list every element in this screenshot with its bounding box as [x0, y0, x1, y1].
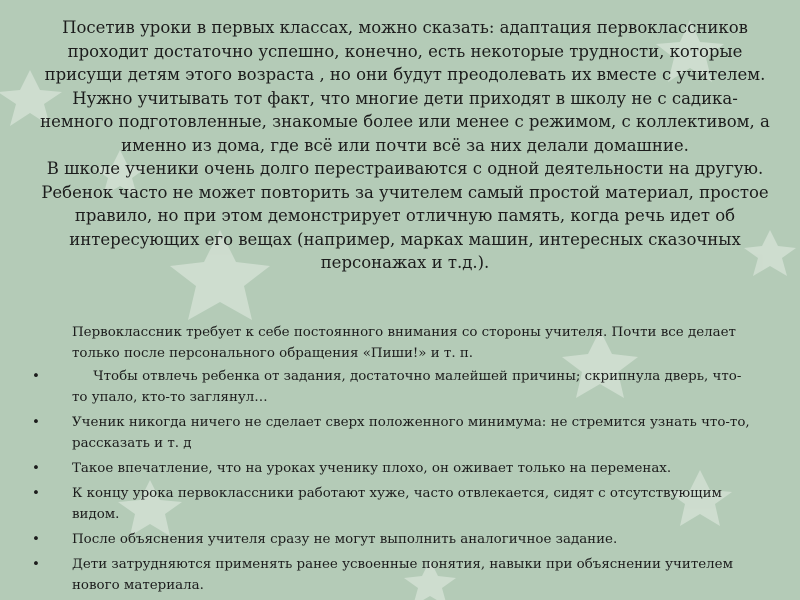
- list-item-text: После объяснения учителя сразу не могут выполнить аналогичное задание.: [72, 532, 618, 547]
- intro-paragraph: Первоклассник требует к себе постоянного внимания со стороны учителя. Почти все делает только после персонального обращения «Пиши!» и т. п.: [72, 325, 736, 361]
- list-item-text: Такое впечатление, что на уроках ученику плохо, он оживает только на переменах.: [72, 461, 672, 476]
- list-item: [32, 483, 756, 525]
- paragraph-switching: В школе ученики очень долго перестраиваются с одной деятельности на другую.: [46, 159, 764, 178]
- list-item-text: Дети затрудняются применять ранее усвоенные понятия, навыки при объяснении учителем нового материала.: [72, 557, 733, 593]
- list-item: [32, 554, 756, 596]
- list-item-text: Ученик никогда ничего не сделает сверх положенного минимума: не стремится узнать что-то, рассказать и т. д: [72, 415, 750, 451]
- paragraph-adaptation: Посетив уроки в первых классах, можно сказать: адаптация первоклассников проходит достаточно успешно, конечно, есть некоторые трудности, которые присущи детям этого возраста , но они будут преодолевать их вместе с учителем.: [44, 18, 766, 84]
- bullet-icon: •: [32, 369, 40, 384]
- bullet-icon: •: [32, 461, 40, 476]
- bullet-icon: •: [32, 486, 40, 501]
- paragraph-preparation: Нужно учитывать тот факт, что многие дети приходят в школу не с садика- немного подготовленные, знакомые более или менее с режимом, с коллективом, а именно из дома, где всё или почти всё за них делали домашние.: [40, 88, 770, 155]
- list-item: [32, 412, 756, 454]
- list-item: [32, 529, 756, 550]
- list-item-text: К концу урока первоклассники работают хуже, часто отвлекается, сидят с отсутствующим видом.: [72, 486, 722, 522]
- list-item-text: Чтобы отвлечь ребенка от задания, достаточно малейшей причины; скрипнула дверь, что-то упало, кто-то заглянул…: [72, 369, 742, 405]
- bullet-text-block: [32, 322, 756, 600]
- list-item: [32, 458, 756, 479]
- bullet-icon: •: [32, 532, 40, 547]
- list-item: [32, 366, 756, 408]
- bullet-icon: •: [32, 557, 40, 572]
- bullet-list: [32, 366, 756, 596]
- top-text-block: [40, 16, 770, 275]
- paragraph-memory: Ребенок часто не может повторить за учителем самый простой материал, простое правило, но при этом демонстрирует отличную память, когда речь идет об интересующих его вещах (например, марках машин, интересных сказочных персонажах и т.д.).: [41, 182, 769, 272]
- bullet-icon: •: [32, 415, 40, 430]
